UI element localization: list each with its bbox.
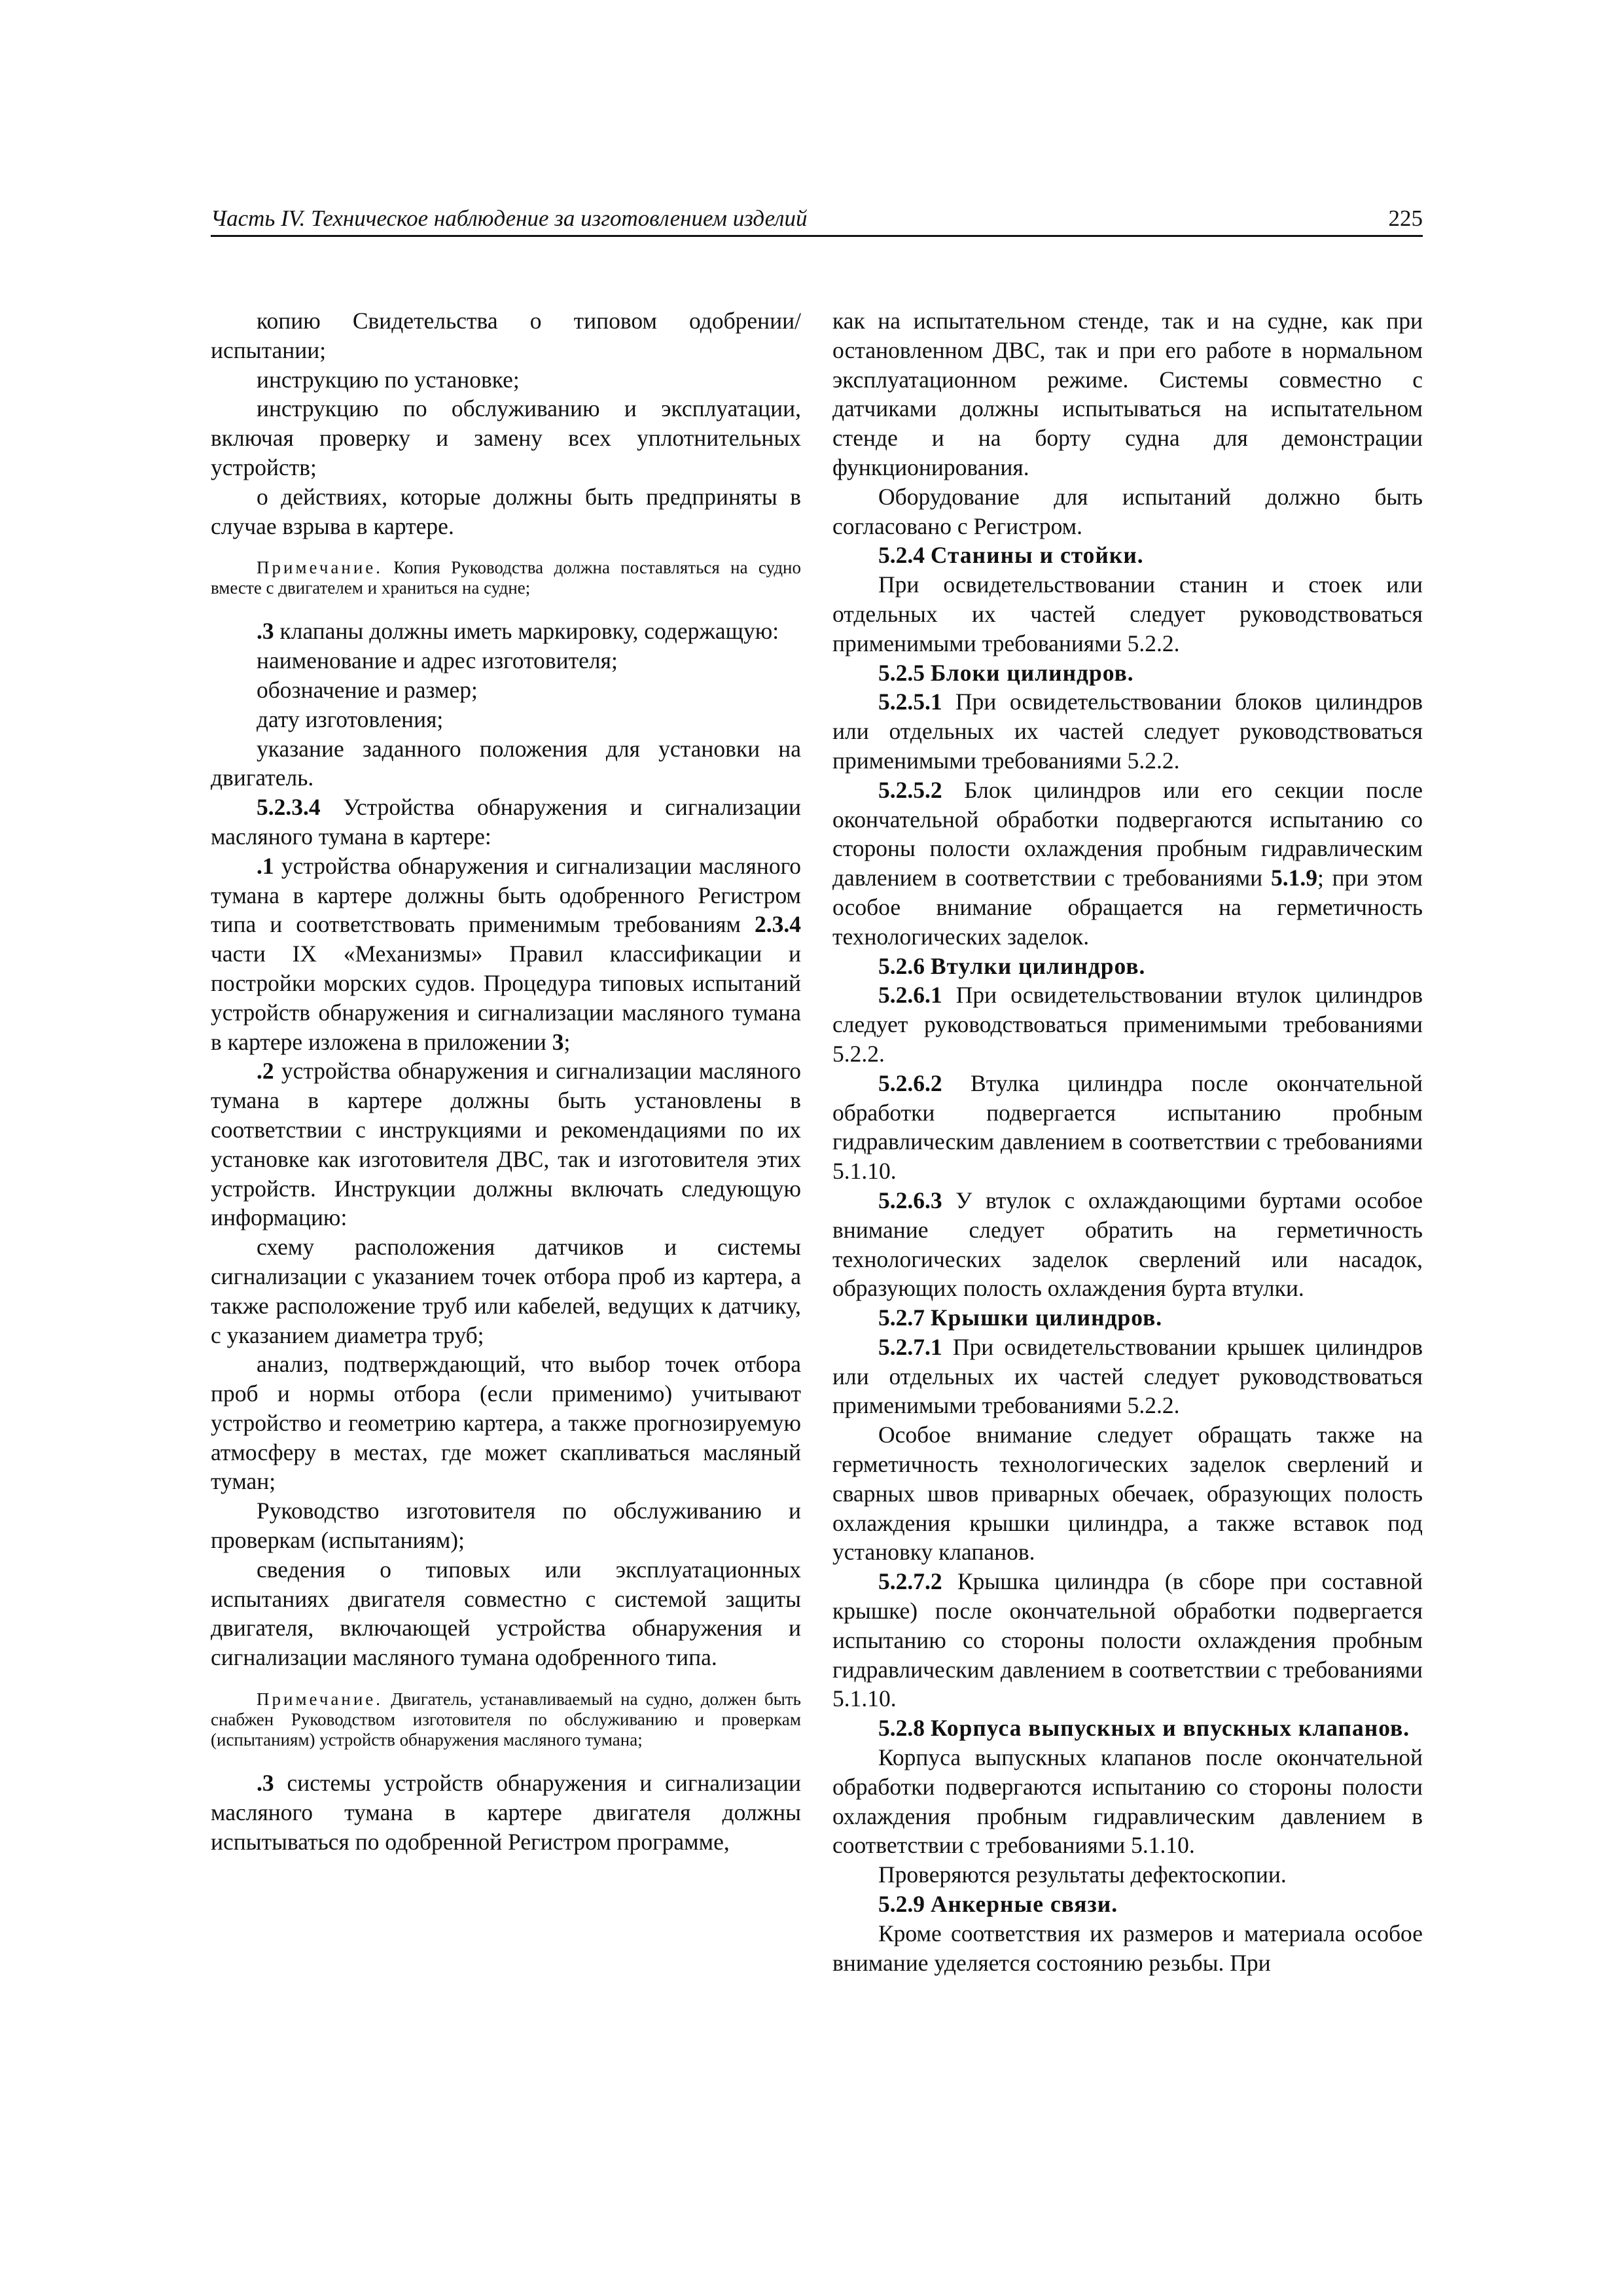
- note-label: Примечание.: [257, 558, 383, 578]
- paragraph: сведения о типовых или эксплуатационных испытаниях двигателя совместно с системой защиты двигателя, включающей устройства обнаружения и сигнализации масляного тумана одобренного типа.: [211, 1556, 801, 1671]
- paragraph-text: Втулка цилиндра после окончательной обработки подвергается испытанию пробным гидравлическим давлением в соответствии с требованиями 5.1.10.: [832, 1069, 1423, 1185]
- paragraph-text: клапаны должны иметь маркировку, содержащую:: [279, 618, 779, 645]
- left-column: [211, 306, 801, 1856]
- paragraph: [832, 776, 1423, 952]
- section-number: 5.2.8: [878, 1715, 925, 1742]
- paragraph: [211, 793, 801, 852]
- paragraph: копию Свидетельства о типовом одобрении/испытании;: [211, 308, 801, 363]
- paragraph-text: ; при этом особое внимание обращается на герметичность технологических заделок.: [832, 865, 1423, 950]
- section-heading: [832, 1890, 1423, 1919]
- paragraph: схему расположения датчиков и системы сигнализации с указанием точек отбора проб из картера, а также расположение труб или кабелей, ведущих к датчику, с указанием диаметра труб;: [211, 1234, 801, 1348]
- reference: 3: [552, 1028, 564, 1055]
- section-heading: [832, 541, 1423, 570]
- paragraph: дату изготовления;: [257, 706, 444, 732]
- paragraph: Особое внимание следует обращать также на герметичность технологических заделок сверлений и сварных швов приварных обечаек, образующих полость охлаждения крышки цилиндра, а также вставок под установку клапанов.: [832, 1422, 1423, 1566]
- paragraph-text: При освидетельствовании блоков цилиндров или отдельных их частей следует руководствоваться применимыми требованиями 5.2.2.: [832, 689, 1423, 774]
- paragraph: указание заданного положения для установки на двигатель.: [211, 735, 801, 791]
- paragraph-text: Устройства обнаружения и сигнализации масляного тумана в картере:: [211, 794, 801, 850]
- item-number: .2: [257, 1058, 274, 1085]
- reference: 2.3.4: [755, 911, 802, 938]
- header-title: Часть IV. Техническое наблюдение за изготовлением изделий: [211, 206, 808, 231]
- note-text: Копия Руководства должна поставляться на судно вместе с двигателем и храниться на судне;: [211, 558, 802, 598]
- section-title: Корпуса выпускных и впускных клапанов.: [930, 1715, 1410, 1742]
- section-number: 5.2.3.4: [257, 794, 321, 821]
- paragraph: Кроме соответствия их размеров и материала особое внимание уделяется состоянию резьбы. При: [832, 1920, 1423, 1976]
- section-title: Анкерные связи.: [930, 1891, 1118, 1918]
- section-title: Станины и стойки.: [930, 542, 1144, 569]
- paragraph: о действиях, которые должны быть предприняты в случае взрыва в картере.: [211, 483, 801, 539]
- item-number: .1: [257, 852, 274, 879]
- paragraph: [832, 1186, 1423, 1303]
- paragraph: как на испытательном стенде, так и на судне, как при остановленном ДВС, так и при его работе в нормальном эксплуатационном режиме. Системы совместно с датчиками должны испытываться на испытательном стенде и на борту судна для демонстрации функционирования.: [832, 308, 1423, 480]
- item-number: .3: [257, 618, 274, 645]
- section-number: 5.2.7: [878, 1304, 925, 1331]
- item-number: .3: [257, 1770, 274, 1797]
- paragraph-text: системы устройств обнаружения и сигнализации масляного тумана в картере двигателя должны испытываться по одобренной Регистром программе,: [211, 1770, 801, 1855]
- note-text: Двигатель, устанавливаемый на судно, должен быть снабжен Руководством изготовителя по обслуживанию и проверкам (испытаниям) устройств обнаружения масляного тумана;: [211, 1689, 801, 1750]
- section-number: 5.2.5.2: [878, 776, 942, 803]
- section-number: 5.2.7.1: [878, 1333, 942, 1360]
- paragraph: Корпуса выпускных клапанов после окончательной обработки подвергаются испытанию со стороны полости охлаждения пробным гидравлическим давлением в соответствии с требованиями 5.1.10.: [832, 1744, 1423, 1859]
- paragraph: инструкцию по установке;: [257, 366, 520, 393]
- note-label: Примечание.: [257, 1689, 383, 1710]
- paragraph-text: Блок цилиндров или его секции после окончательной обработки подвергаются испытанию со стороны полости охлаждения пробным гидравлическим давлением в соответствии с требованиями: [832, 776, 1423, 891]
- paragraph-text: У втулок с охлаждающими буртами особое внимание следует обратить на герметичность технологических заделок сверлений или насадок, образующих полость охлаждения бурта втулки.: [832, 1187, 1423, 1302]
- section-number: 5.2.6.1: [878, 982, 942, 1009]
- section-heading: [832, 658, 1423, 688]
- note: [211, 558, 801, 598]
- section-number: 5.2.6: [878, 952, 925, 979]
- paragraph: [832, 1567, 1423, 1713]
- reference: 5.1.9: [1270, 865, 1317, 891]
- section-number: 5.2.5: [878, 659, 925, 686]
- paragraph: [211, 852, 801, 1057]
- paragraph: [211, 617, 801, 646]
- paragraph: [832, 1069, 1423, 1186]
- paragraph-text: ;: [563, 1028, 571, 1055]
- paragraph: обозначение и размер;: [257, 676, 478, 703]
- section-number: 5.2.6.2: [878, 1069, 942, 1096]
- section-number: 5.2.7.2: [878, 1568, 942, 1595]
- note: [211, 1689, 801, 1750]
- paragraph: [832, 980, 1423, 1068]
- paragraph: [832, 687, 1423, 775]
- paragraph: [211, 1056, 801, 1232]
- section-title: Втулки цилиндров.: [930, 952, 1146, 979]
- section-heading: [832, 1713, 1423, 1743]
- section-heading: [832, 1303, 1423, 1333]
- paragraph-text: устройства обнаружения и сигнализации масляного тумана в картере должны быть установлены в соответствии с инструкциями и рекомендациями по их установке как изготовителя ДВС, так и изготовителя этих устройств. Инструкции должны включать следующую информацию:: [211, 1058, 801, 1231]
- paragraph: [211, 1768, 801, 1856]
- paragraph-text: Крышка цилиндра (в сборе при составной крышке) после окончательной обработки подвергается испытанию со стороны полости охлаждения пробным гидравлическим давлением в соответствии с требованиями 5.1.10.: [832, 1568, 1423, 1712]
- section-title: Блоки цилиндров.: [930, 659, 1134, 686]
- paragraph: Оборудование для испытаний должно быть согласовано с Регистром.: [832, 483, 1423, 539]
- section-number: 5.2.4: [878, 542, 925, 569]
- section-number: 5.2.9: [878, 1891, 925, 1918]
- section-number: 5.2.5.1: [878, 689, 942, 715]
- paragraph: При освидетельствовании станин и стоек или отдельных их частей следует руководствоваться применимыми требованиями 5.2.2.: [832, 571, 1423, 656]
- paragraph-text: При освидетельствовании крышек цилиндров или отдельных их частей следует руководствоваться применимыми требованиями 5.2.2.: [832, 1333, 1423, 1419]
- paragraph-text: При освидетельствовании втулок цилиндров следует руководствоваться применимыми требованиями 5.2.2.: [832, 982, 1423, 1067]
- paragraph: Руководство изготовителя по обслуживанию и проверкам (испытаниям);: [211, 1498, 801, 1554]
- paragraph: инструкцию по обслуживанию и эксплуатации, включая проверку и замену всех уплотнительных устройств;: [211, 395, 801, 480]
- paragraph-text: устройства обнаружения и сигнализации масляного тумана в картере должны быть одобренного Регистром типа и соответствовать применимым требованиям: [211, 852, 801, 938]
- right-column: [832, 306, 1423, 1977]
- page-number: 225: [1388, 206, 1423, 231]
- paragraph-text: части IX «Механизмы» Правил классификации и постройки морских судов. Процедура типовых испытаний устройств обнаружения и сигнализации масляного тумана в картере изложена в приложении: [211, 941, 801, 1055]
- section-heading: [832, 952, 1423, 981]
- running-header: [211, 198, 1423, 237]
- paragraph: анализ, подтверждающий, что выбор точек отбора проб и нормы отбора (если применимо) учитывают устройство и геометрию картера, а также прогнозируемую атмосферу в местах, где может скапливаться масляный туман;: [211, 1351, 801, 1495]
- section-number: 5.2.6.3: [878, 1187, 942, 1213]
- paragraph: наименование и адрес изготовителя;: [257, 647, 618, 674]
- section-title: Крышки цилиндров.: [930, 1304, 1163, 1331]
- paragraph: Проверяются результаты дефектоскопии.: [878, 1861, 1287, 1888]
- header-rule: [211, 235, 1423, 237]
- paragraph: [832, 1333, 1423, 1420]
